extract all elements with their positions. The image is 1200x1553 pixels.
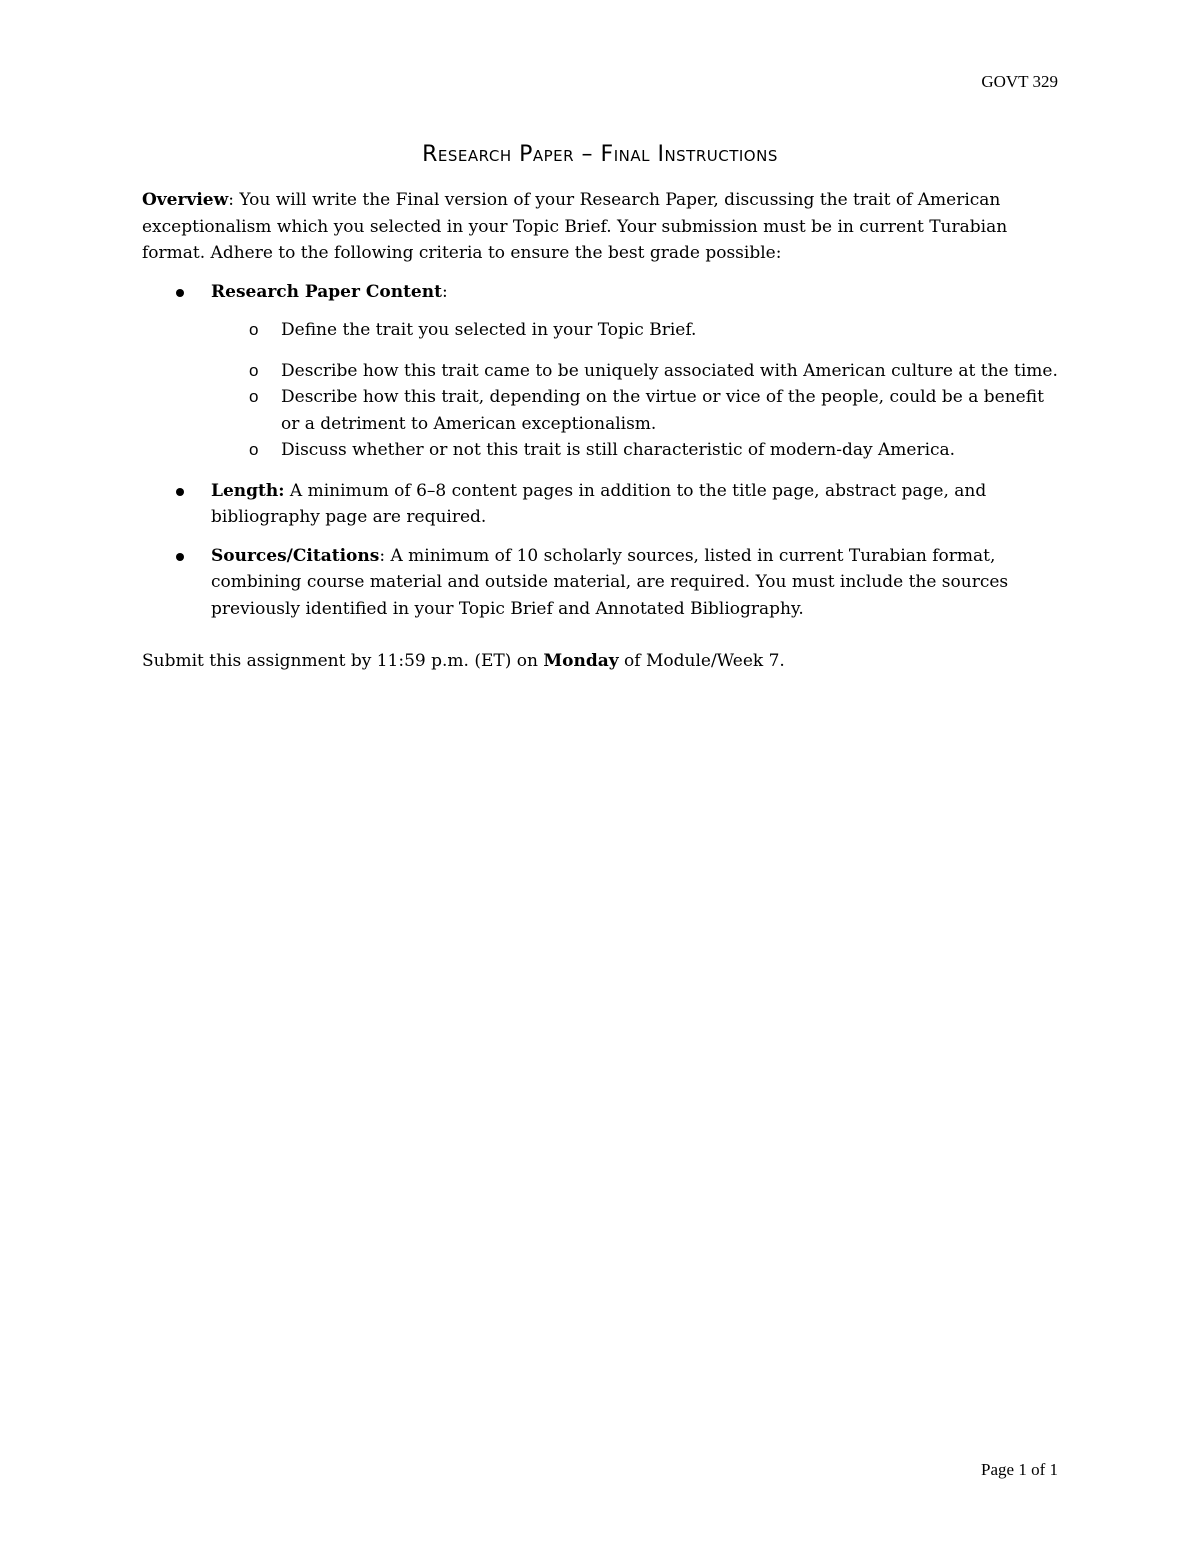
content-sub-list [211,317,1058,464]
submit-text-after: of Module/Week 7. [618,651,785,671]
criteria-text: A minimum of 6–8 content pages in addition to the title page, abstract page, and bibliography page are required. [211,480,987,527]
sub-list-item: o Describe how this trait, depending on the virtue or vice of the people, could be a benefit or a detriment to American exceptionalism. [211,384,1058,437]
sub-list-item: o Define the trait you selected in your Topic Brief. [211,317,1058,344]
page-title: Research Paper – Final Instructions [422,142,778,167]
course-code: GOVT 329 [981,72,1058,91]
submit-day: Monday [543,651,619,671]
overview-paragraph [142,187,1058,267]
criteria-text: : A minimum of 10 scholarly sources, listed in current Turabian format, combining course material and outside material, are required. You must include the sources previously identified in your Topic Brief and Annotated Bibliography. [211,545,1009,619]
criteria-item-length [142,478,1058,531]
overview-text: : You will write the Final version of your Research Paper, discussing the trait of American exceptionalism which you selected in your Topic Brief. Your submission must be in current Turabian format. Adhere to the following criteria to ensure the best grade possible: [142,190,1008,263]
document-body [142,187,1058,675]
criteria-item-sources [142,543,1058,623]
criteria-label: Sources/Citations [211,545,380,566]
sub-list-item: o Discuss whether or not this trait is still characteristic of modern-day America. [211,437,1058,464]
submit-deadline [142,648,1058,675]
page-number: Page 1 of 1 [981,1460,1058,1479]
criteria-label: Length: [211,480,285,501]
submit-text-before: Submit this assignment by 11:59 p.m. (ET) on [142,651,544,671]
criteria-text: : [441,281,448,302]
criteria-list [142,279,1058,623]
sub-list-item: o Describe how this trait came to be uniquely associated with American culture at the time. [211,358,1058,385]
overview-label: Overview [142,190,229,210]
criteria-label: Research Paper Content [211,281,442,302]
criteria-item-content [142,279,1058,464]
